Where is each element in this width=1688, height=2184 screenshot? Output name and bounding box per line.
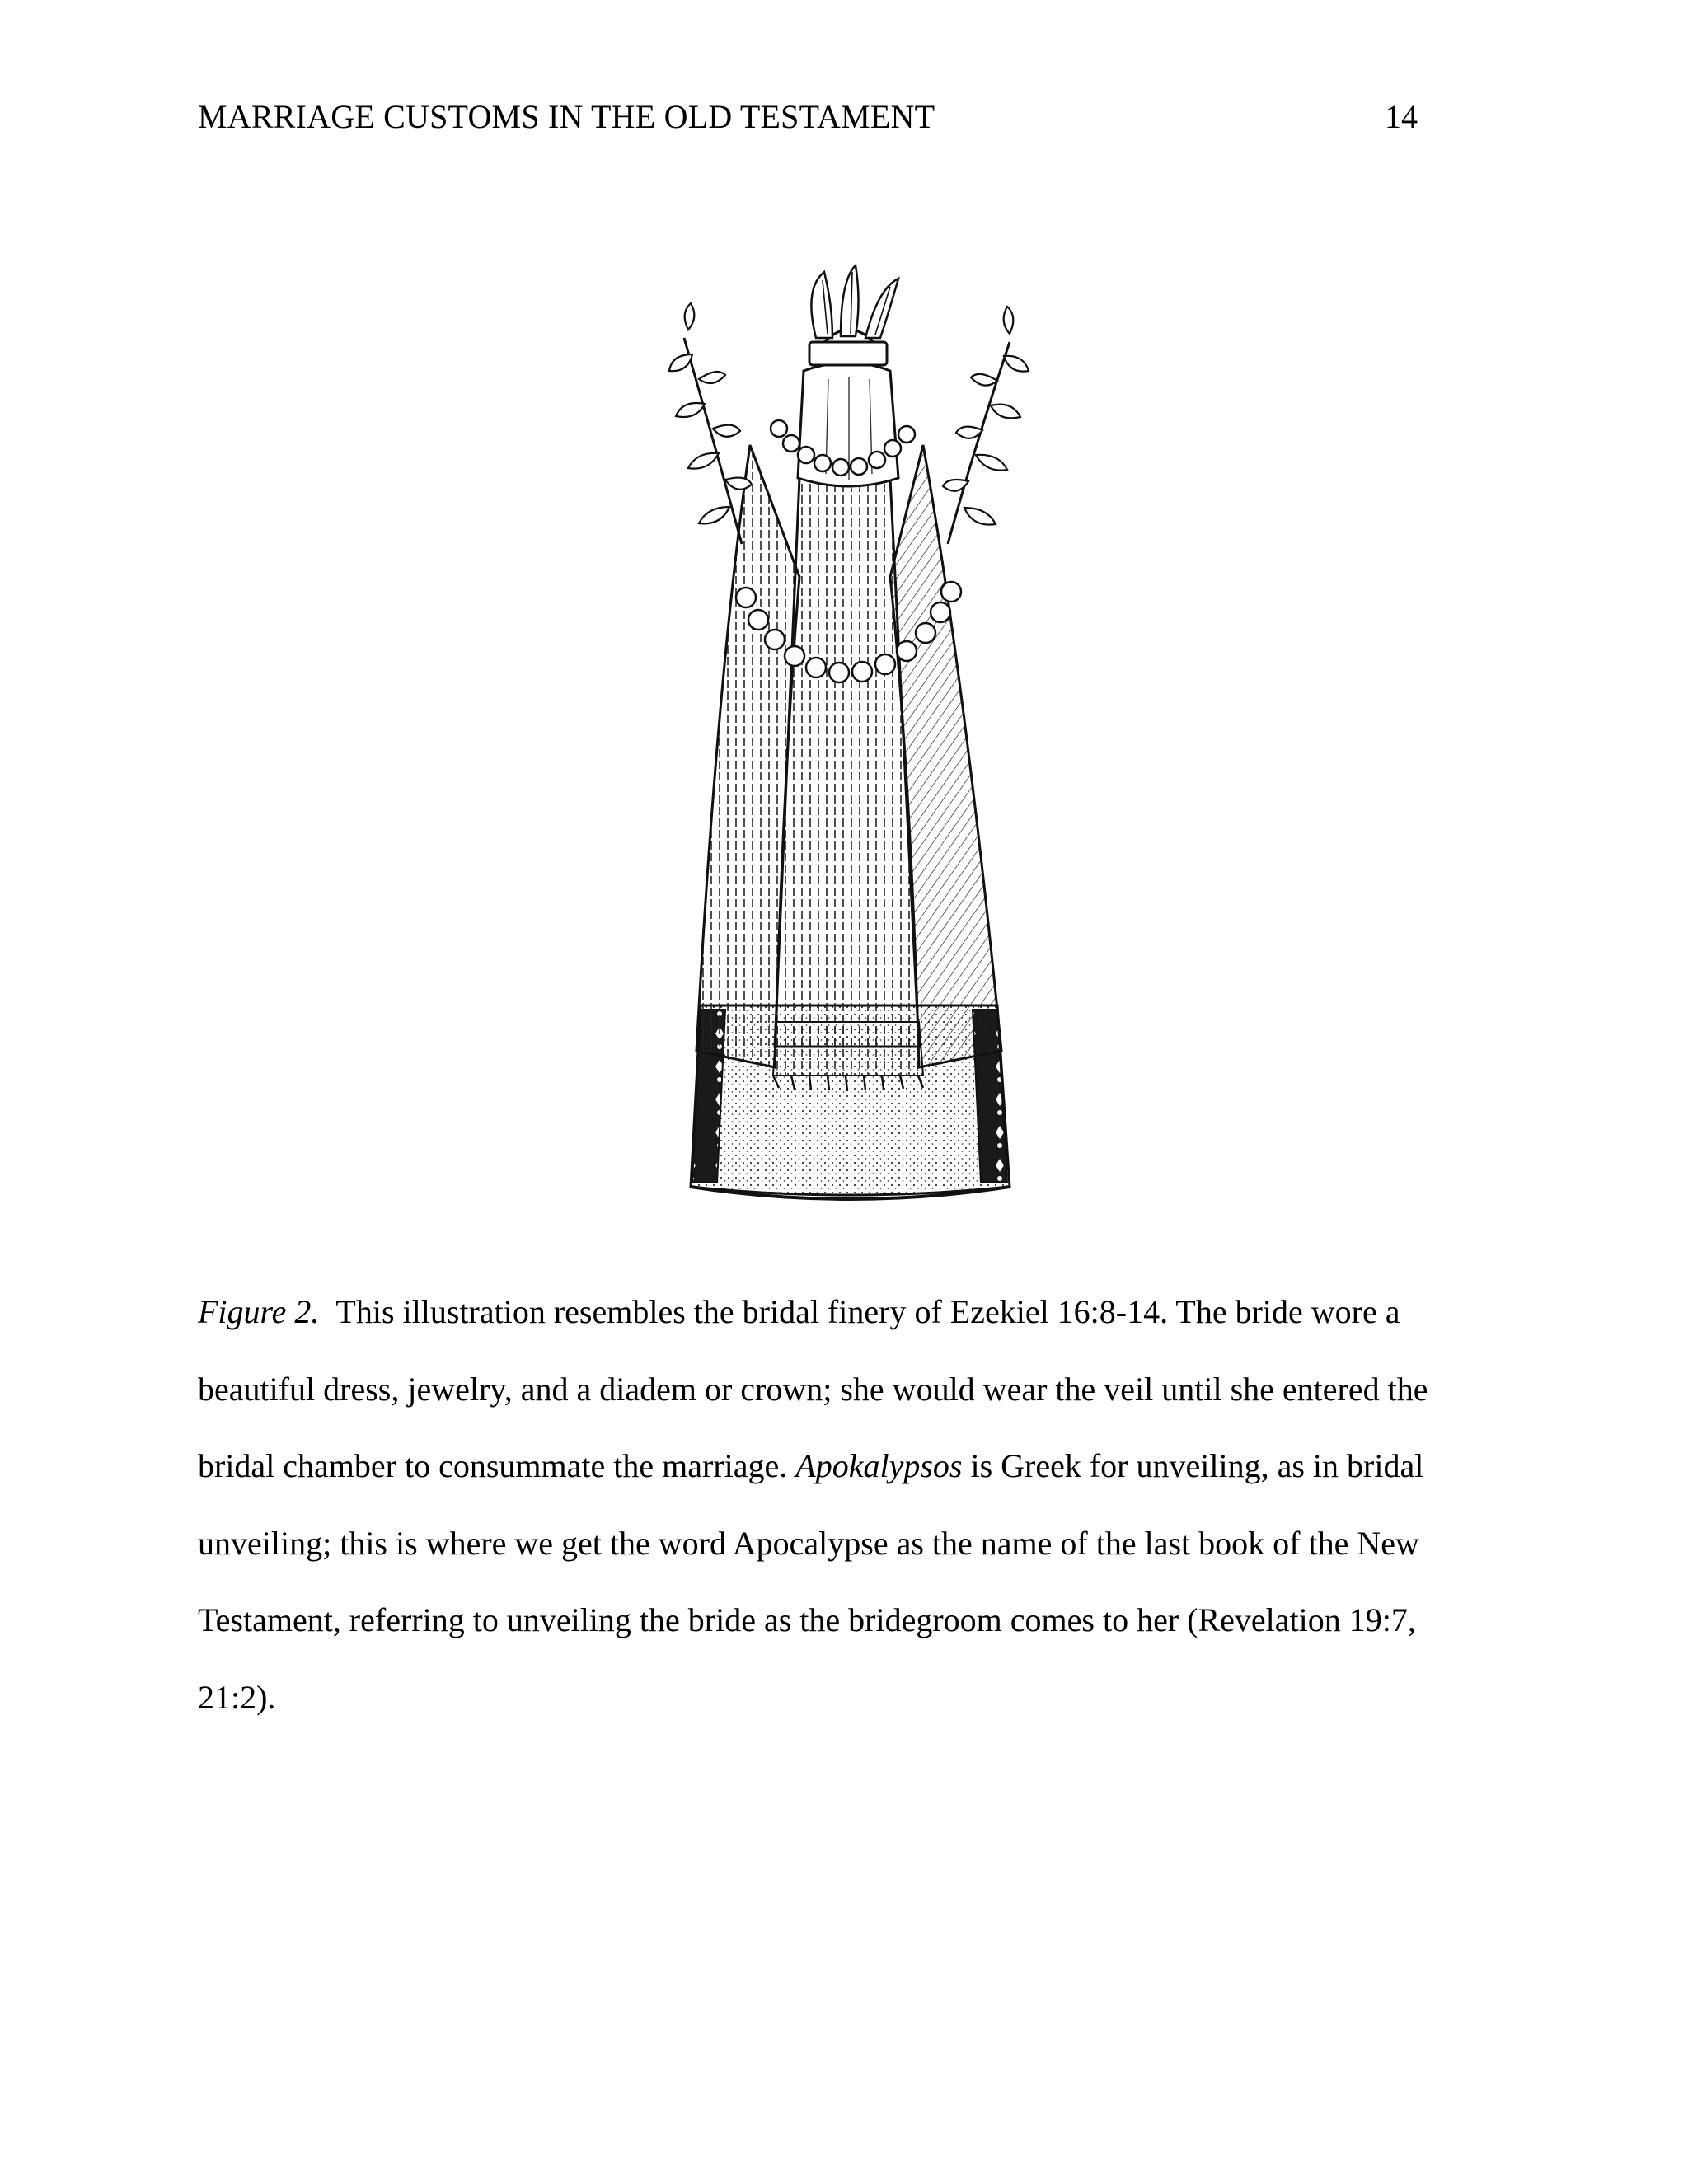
caption-line-5 — [198, 1582, 1434, 1659]
caption-line-6-text: 21:2). — [198, 1678, 276, 1716]
caption-line-1 — [198, 1273, 1434, 1351]
running-head — [198, 97, 1418, 147]
caption-line-3-text-end: is Greek for unveiling, as in bridal — [962, 1447, 1424, 1484]
running-head-title: MARRIAGE CUSTOMS IN THE OLD TESTAMENT — [198, 98, 935, 135]
figure-label: Figure 2. — [198, 1293, 320, 1330]
caption-line-5-text: Testament, referring to unveiling the bride as the bridegroom comes to her (Revelation 19:7, — [198, 1601, 1416, 1638]
caption-line-3 — [198, 1427, 1434, 1505]
caption-line-4-text: unveiling; this is where we get the word Apocalypse as the name of the last book of the New — [198, 1524, 1419, 1562]
diadem — [809, 342, 887, 365]
caption-line-6 — [198, 1659, 1434, 1736]
caption-line-2 — [198, 1351, 1434, 1428]
branch-left — [669, 303, 752, 544]
caption-line-4 — [198, 1505, 1434, 1582]
bride-illustration — [593, 264, 1104, 1220]
page-number: 14 — [1385, 98, 1418, 135]
greek-term: Apokalypsos — [795, 1447, 963, 1484]
figure-caption — [198, 1273, 1434, 1736]
caption-line-3-text: bridal chamber to consummate the marriage. — [198, 1447, 796, 1484]
caption-line-2-text: beautiful dress, jewelry, and a diadem or crown; she would wear the veil until she entered the — [198, 1370, 1428, 1408]
branch-right — [943, 307, 1029, 544]
caption-line-1-text: This illustration resembles the bridal finery of Ezekiel 16:8-14. The bride wore a — [335, 1293, 1400, 1330]
